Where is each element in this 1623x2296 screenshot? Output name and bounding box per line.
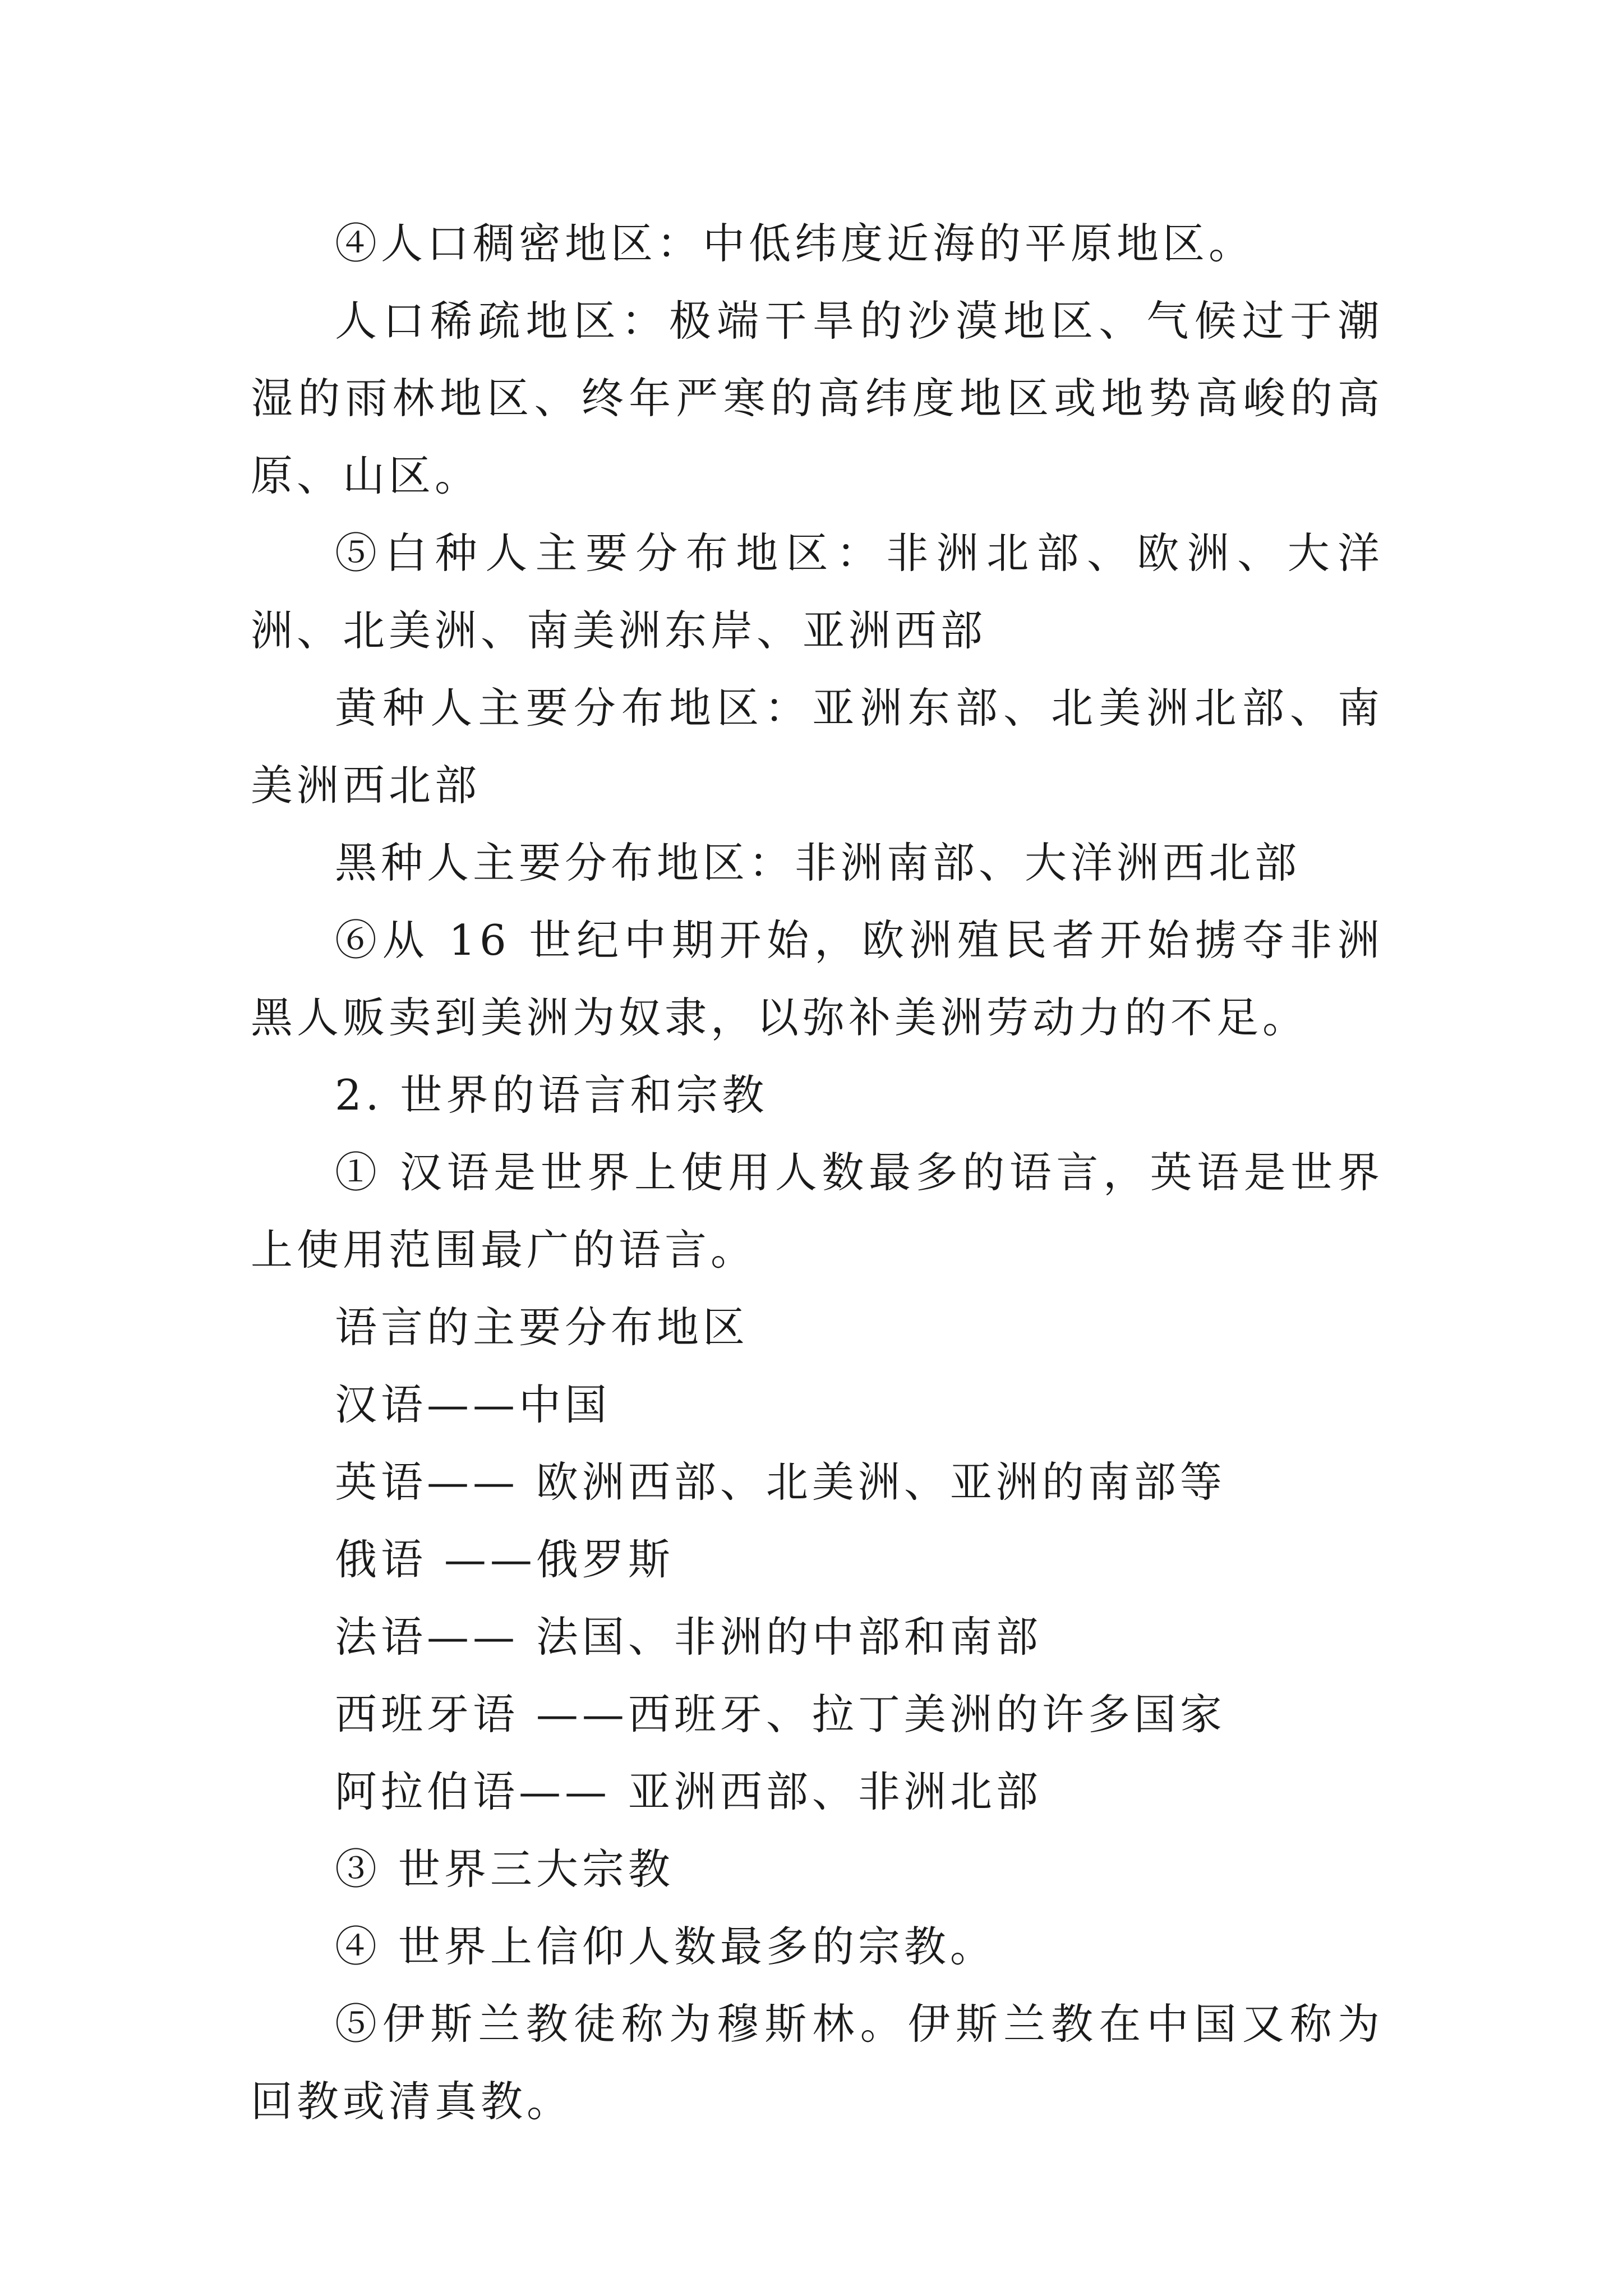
document-body <box>251 205 1384 2140</box>
list-item-russian: 俄语 ——俄罗斯 <box>335 1535 674 1584</box>
paragraph-most-followers: ④ 世界上信仰人数最多的宗教。 <box>335 1922 996 1971</box>
list-item-chinese: 汉语——中国 <box>335 1380 611 1429</box>
paragraph-population-sparse: 人口稀疏地区：极端干旱的沙漠地区、气候过于潮湿的雨林地区、终年严寒的高纬度地区或地势高峻的高原、山区。 <box>251 296 1384 500</box>
list-item-english: 英语—— 欧洲西部、北美洲、亚洲的南部等 <box>335 1457 1226 1507</box>
paragraph-white-race: ⑤白种人主要分布地区：非洲北部、欧洲、大洋洲、北美洲、南美洲东岸、亚洲西部 <box>251 528 1384 655</box>
list-item-arabic: 阿拉伯语—— 亚洲西部、非洲北部 <box>335 1767 1042 1816</box>
paragraph-slave-trade: ⑥从 16 世纪中期开始，欧洲殖民者开始掳夺非洲黑人贩卖到美洲为奴隶，以弥补美洲劳动力的不足。 <box>251 915 1384 1042</box>
paragraph-population-dense: ④人口稠密地区：中低纬度近海的平原地区。 <box>335 219 1255 268</box>
paragraph-chinese-english: ① 汉语是世界上使用人数最多的语言，英语是世界上使用范围最广的语言。 <box>251 1148 1384 1274</box>
section-heading-language-religion: 2. 世界的语言和宗教 <box>335 1070 768 1120</box>
list-heading-language-distribution: 语言的主要分布地区 <box>335 1303 749 1352</box>
paragraph-yellow-race: 黄种人主要分布地区：亚洲东部、北美洲北部、南美洲西北部 <box>251 683 1384 810</box>
paragraph-black-race: 黑种人主要分布地区：非洲南部、大洋洲西北部 <box>335 838 1301 887</box>
paragraph-islam: ⑤伊斯兰教徒称为穆斯林。伊斯兰教在中国又称为回教或清真教。 <box>251 1999 1384 2126</box>
list-item-spanish: 西班牙语 ——西班牙、拉丁美洲的许多国家 <box>335 1690 1226 1739</box>
paragraph-three-religions: ③ 世界三大宗教 <box>335 1844 674 1894</box>
list-item-french: 法语—— 法国、非洲的中部和南部 <box>335 1612 1042 1662</box>
